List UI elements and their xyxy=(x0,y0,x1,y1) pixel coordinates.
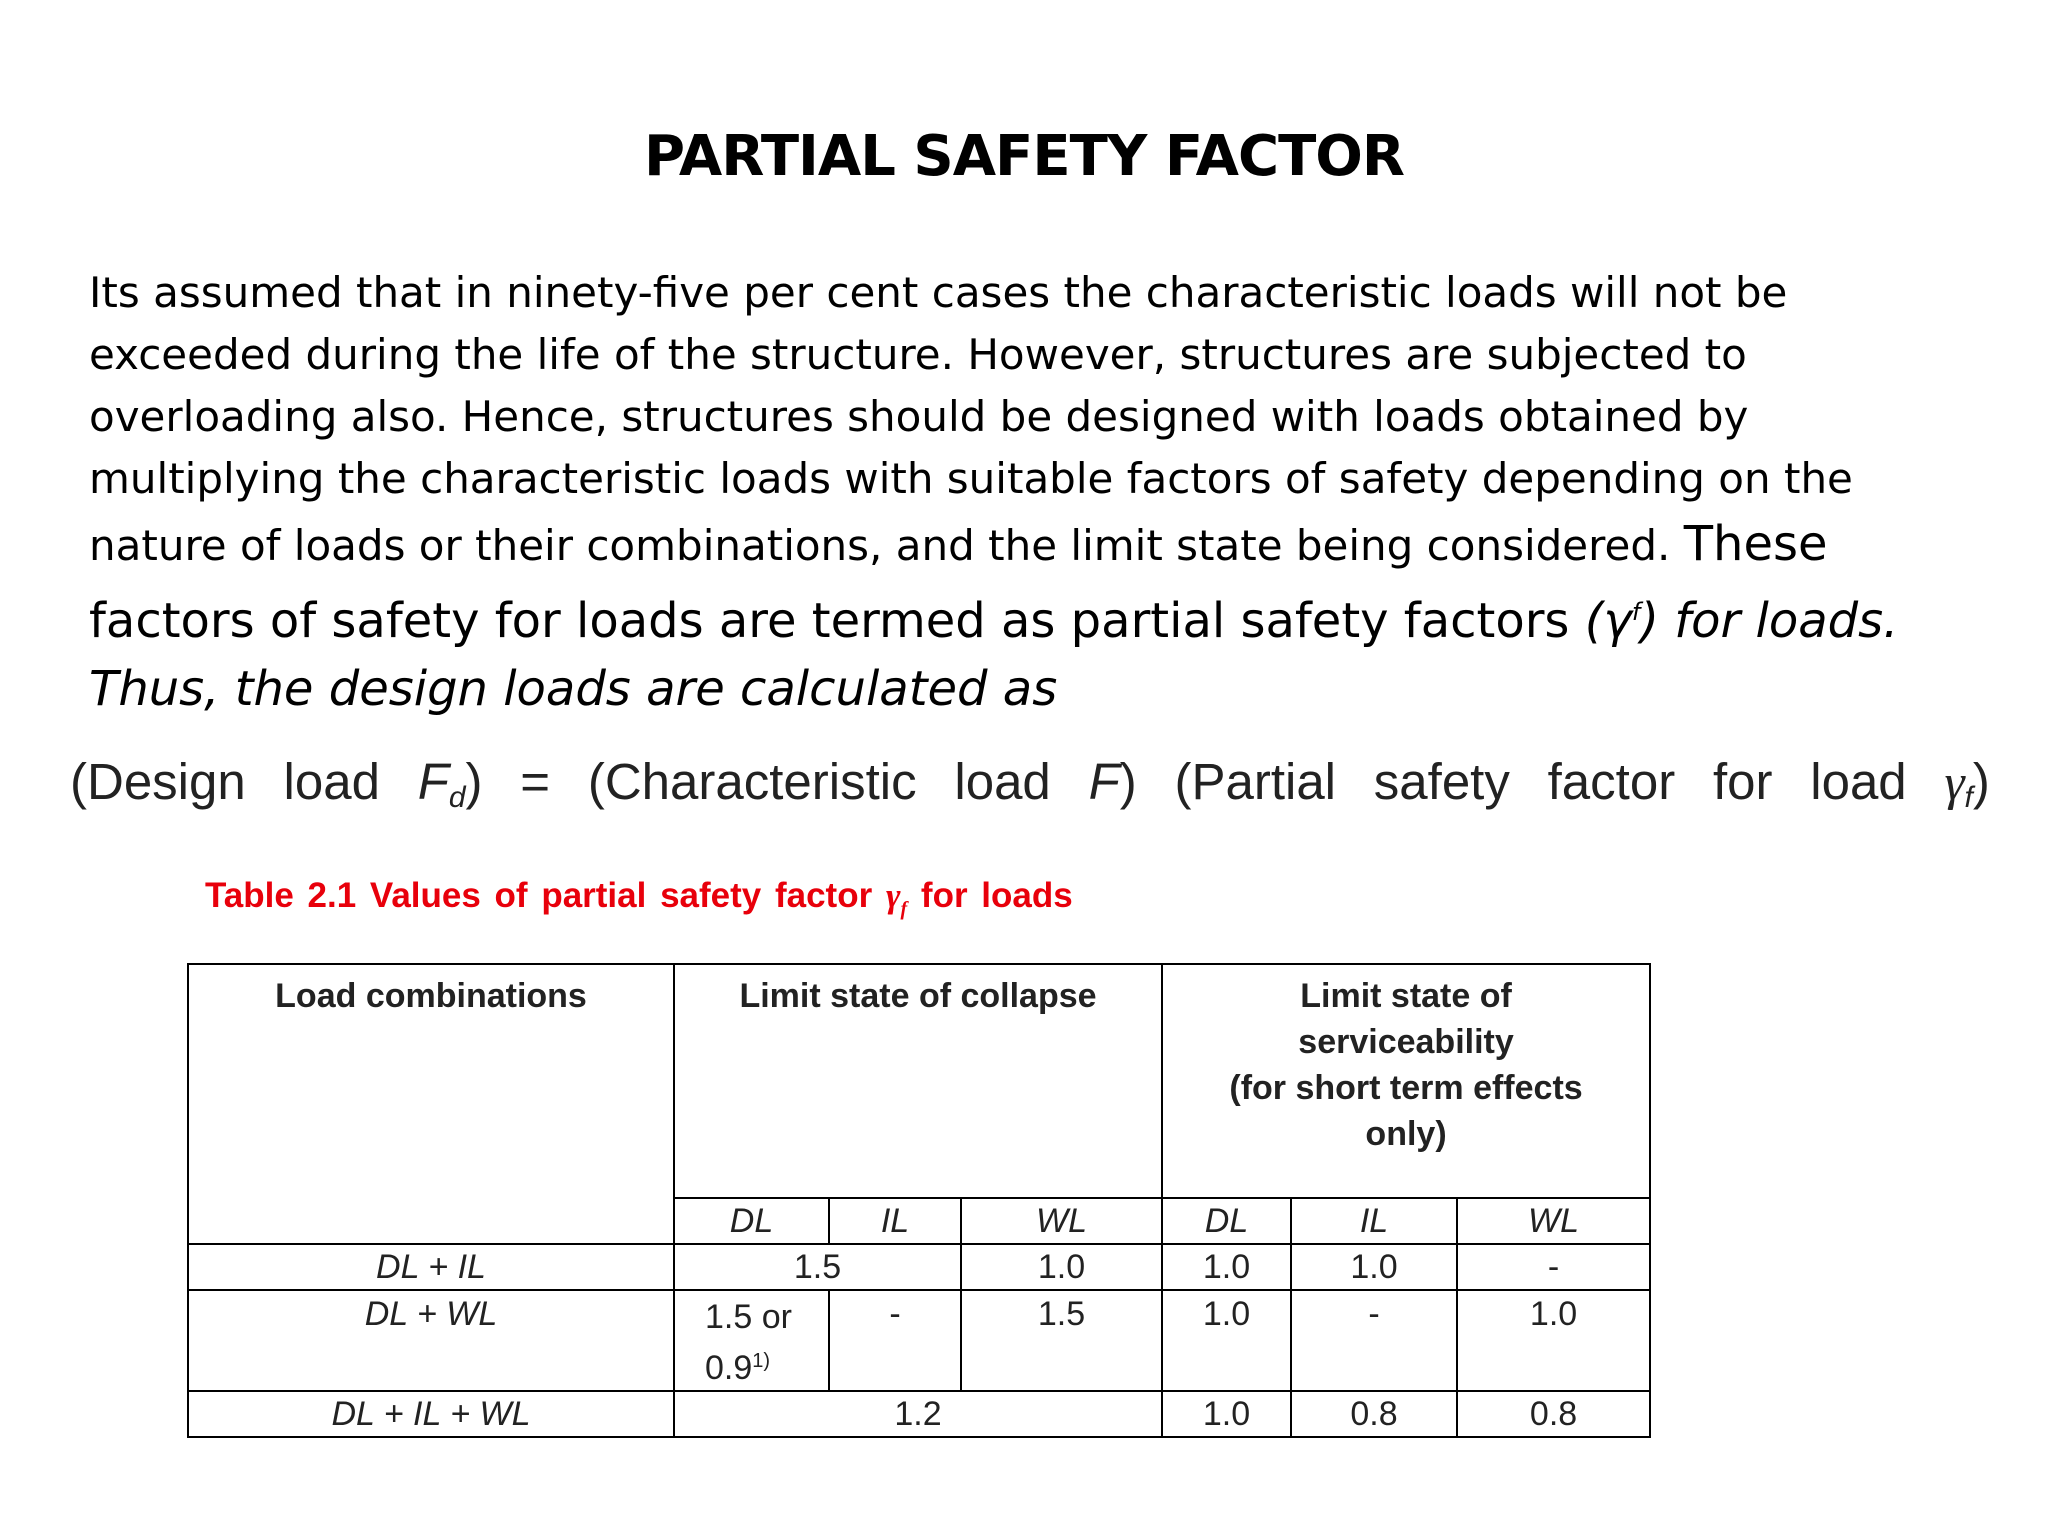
cell-value: 0.9 xyxy=(705,1349,753,1387)
eq-word: load xyxy=(1810,753,1907,810)
table-cell: 1.0 xyxy=(1291,1244,1457,1290)
gamma-subscript: f xyxy=(1631,598,1641,626)
subheader-cell: WL xyxy=(961,1198,1162,1244)
paragraph-text: nature of loads or their combinations, and the limit state being considered. xyxy=(89,521,1671,570)
table-cell: 1.0 xyxy=(1162,1244,1291,1290)
eq-word: factor xyxy=(1547,753,1676,810)
eq-paren: ) xyxy=(465,753,483,810)
table-cell: - xyxy=(1291,1290,1457,1391)
caption-text: for loads xyxy=(920,876,1073,915)
table-cell: 1.0 xyxy=(1457,1290,1650,1391)
subheader-cell: IL xyxy=(829,1198,961,1244)
paragraph-line: overloading also. Hence, structures should be designed with loads obtained by xyxy=(89,392,1749,441)
paragraph-line: multiplying the characteristic loads with suitable factors of safety depending on the xyxy=(89,454,1853,503)
eq-word: safety xyxy=(1373,753,1510,810)
header-load-combinations: Load combinations xyxy=(188,964,674,1244)
paragraph-text: , the design loads are calculated as xyxy=(204,661,1058,717)
subheader-cell: IL xyxy=(1291,1198,1457,1244)
paragraph-line xyxy=(89,655,1944,723)
paragraph-line xyxy=(89,510,1944,578)
page-title: PARTIAL SAFETY FACTOR xyxy=(643,124,1405,189)
paragraph-text xyxy=(1585,593,1899,649)
eq-subscript: f xyxy=(1964,781,1973,814)
table-cell: 0.8 xyxy=(1457,1391,1650,1437)
caption-subscript: f xyxy=(900,898,908,920)
cell-text: 1.5 or xyxy=(705,1298,792,1336)
eq-char-load-symbol xyxy=(1089,752,1137,815)
eq-word: load xyxy=(954,753,1051,810)
table-cell: 1.0 xyxy=(1162,1391,1291,1437)
table-cell: 1.5 xyxy=(961,1290,1162,1391)
cell-combination: DL + WL xyxy=(188,1290,674,1391)
paragraph-line: Its assumed that in ninety-five per cent cases the characteristic loads will not be xyxy=(89,268,1788,317)
design-load-equation xyxy=(70,752,1990,815)
subheader-cell: DL xyxy=(1162,1198,1291,1244)
table-row xyxy=(188,1290,1650,1391)
caption-text: Table 2.1 Values of partial safety factor xyxy=(205,876,873,915)
table-cell: 0.8 xyxy=(1291,1391,1457,1437)
paragraph-line xyxy=(89,578,1944,655)
table-caption xyxy=(205,876,1073,921)
subheader-cell: DL xyxy=(674,1198,829,1244)
header-text: serviceability xyxy=(1298,1023,1514,1061)
header-text: (for short term effects xyxy=(1229,1069,1583,1107)
gamma-text: (γ xyxy=(1584,593,1632,649)
paragraph-text: These xyxy=(1683,516,1828,572)
cell-combination: DL + IL xyxy=(188,1244,674,1290)
eq-equals: = xyxy=(520,753,551,810)
paragraph-text: factors of safety for loads are termed as partial safety factors xyxy=(89,593,1570,649)
eq-word: (Characteristic xyxy=(587,753,917,810)
eq-design-load-symbol xyxy=(418,752,483,815)
table-cell: 1.5 xyxy=(674,1244,961,1290)
eq-word: load xyxy=(283,753,380,810)
footnote-mark: 1) xyxy=(752,1350,771,1372)
partial-safety-factor-table xyxy=(187,963,1651,1438)
eq-symbol: F xyxy=(417,753,449,810)
table-row xyxy=(188,1244,1650,1290)
table-header-row xyxy=(188,964,1650,1198)
eq-paren: ) xyxy=(1972,753,1990,810)
cell-combination: DL + IL + WL xyxy=(188,1391,674,1437)
table-cell: 1.0 xyxy=(961,1244,1162,1290)
paragraph-line: exceeded during the life of the structure. However, structures are subjected to xyxy=(89,330,1747,379)
table-cell: 1.0 xyxy=(1162,1290,1291,1391)
eq-symbol: F xyxy=(1088,753,1120,810)
header-text: only) xyxy=(1365,1115,1447,1153)
eq-word: for xyxy=(1712,753,1773,810)
header-serviceability xyxy=(1162,964,1650,1198)
eq-word: (Partial xyxy=(1174,753,1337,810)
eq-subscript: d xyxy=(448,781,466,814)
eq-gamma-symbol xyxy=(1944,752,1989,815)
table-cell: - xyxy=(1457,1244,1650,1290)
subheader-cell: WL xyxy=(1457,1198,1650,1244)
header-collapse: Limit state of collapse xyxy=(674,964,1162,1198)
eq-word: (Design xyxy=(70,753,246,810)
body-paragraph xyxy=(89,262,1944,723)
paragraph-text: Thus xyxy=(89,661,205,717)
header-text: Limit state of xyxy=(1300,977,1512,1015)
table-cell: - xyxy=(829,1290,961,1391)
table-row xyxy=(188,1391,1650,1437)
eq-symbol: γ xyxy=(1944,755,1965,811)
table-cell: 1.2 xyxy=(674,1391,1162,1437)
paragraph-text: ) for loads. xyxy=(1640,593,1899,649)
eq-paren: ) xyxy=(1119,753,1137,810)
caption-symbol: γ xyxy=(885,876,901,915)
cell-text xyxy=(705,1339,828,1390)
table-cell xyxy=(674,1290,829,1391)
